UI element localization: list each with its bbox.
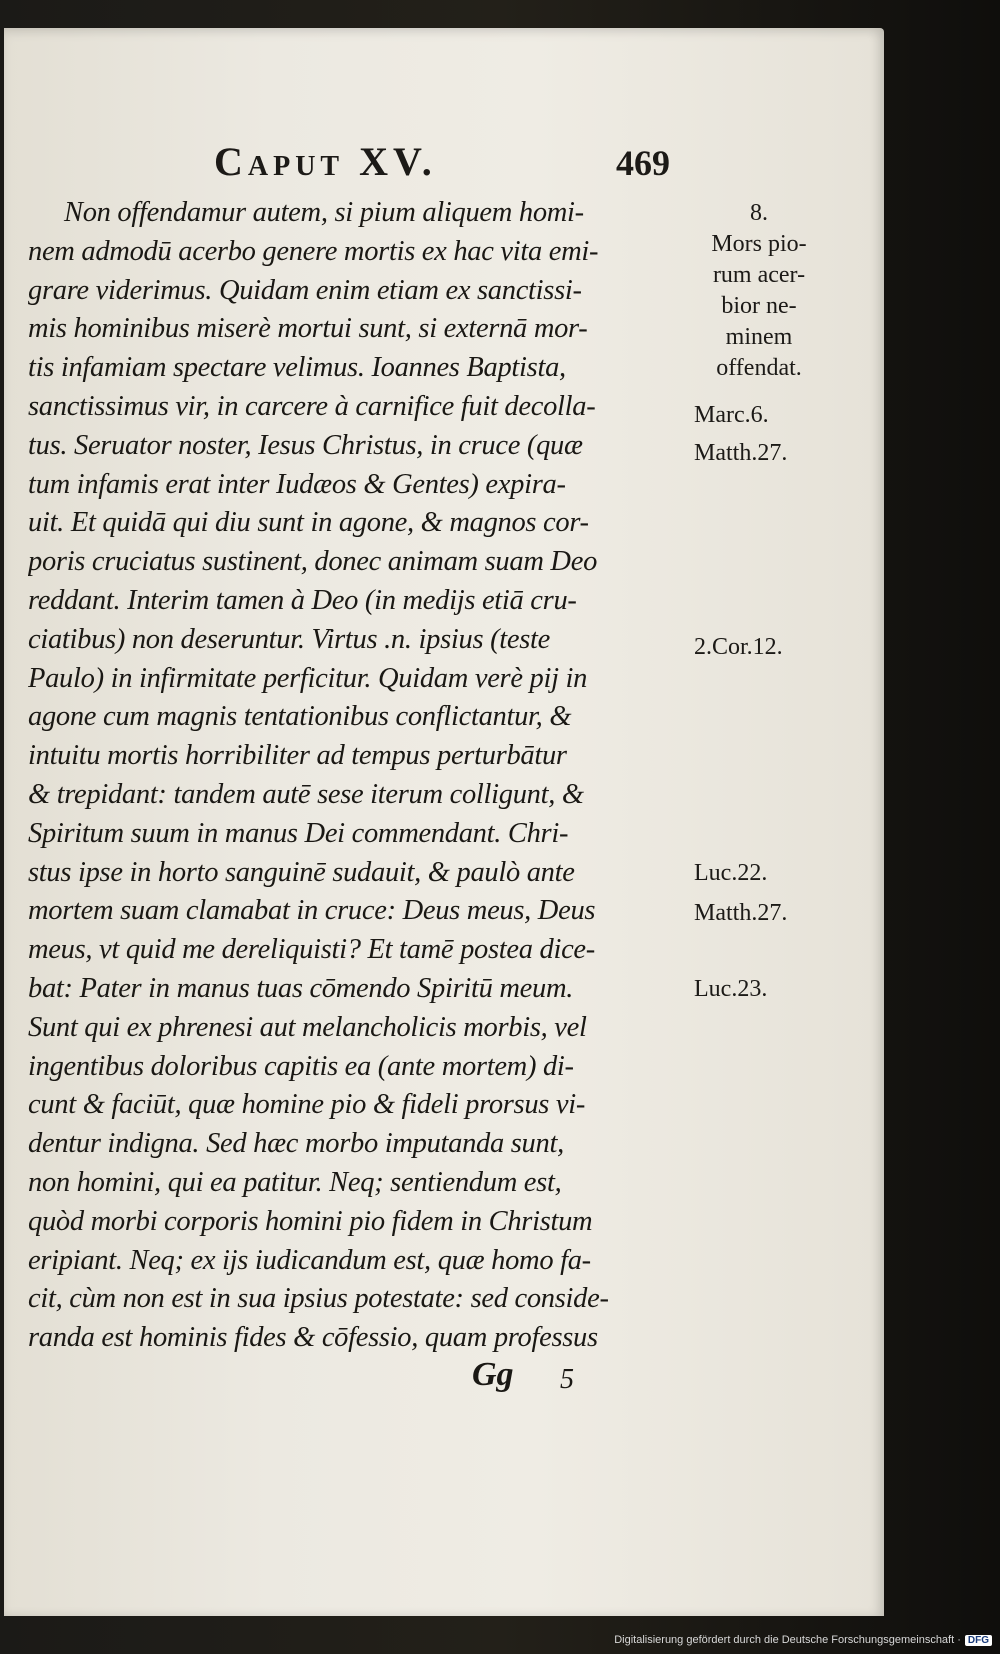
text-line: non homini, qui ea patitur. Neq; sentiendum est, <box>28 1166 562 1198</box>
text-line: randa est hominis fides & cōfessio, quam professus <box>28 1322 598 1354</box>
margin-summary <box>694 198 824 384</box>
margin-ref-matth: Matth.27. <box>694 900 788 926</box>
text-line: ingentibus doloribus capitis ea (ante mortem) di- <box>28 1050 574 1082</box>
book-page <box>4 28 884 1616</box>
running-head: Caput XV. <box>214 139 437 184</box>
text-line: reddant. Interim tamen à Deo (in medijs etiā cru- <box>28 584 577 616</box>
margin-summary-line: rum acer- <box>712 262 806 288</box>
text-line: bat: Pater in manus tuas cōmendo Spiritū meum. <box>28 972 574 1004</box>
text-line: mortem suam clamabat in cruce: Deus meus, Deus <box>28 895 596 927</box>
text-line: quòd morbi corporis homini pio fidem in Christum <box>28 1205 593 1237</box>
text-line: stus ipse in horto sanguinē sudauit, & paulò ante <box>28 856 575 888</box>
digitization-credit <box>614 1634 992 1646</box>
text-line: nem admodū acerbo genere mortis ex hac vita emi- <box>28 235 599 267</box>
text-line: intuitu mortis horribiliter ad tempus perturbātur <box>28 740 567 772</box>
margin-ref-matth: Matth.27. <box>694 440 788 466</box>
margin-summary-line: Mors pio- <box>711 231 807 257</box>
text-line: poris cruciatus sustinent, donec animam suam Deo <box>28 546 598 578</box>
margin-ref-luc: Luc.23. <box>694 976 768 1002</box>
text-line: ciatibus) non deseruntur. Virtus .n. ipsius (teste <box>28 623 550 655</box>
text-line: dentur indigna. Sed hæc morbo imputanda sunt, <box>28 1128 564 1160</box>
page-number: 469 <box>616 143 670 183</box>
text-line: grare viderimus. Quidam enim etiam ex sanctissi- <box>28 274 582 306</box>
margin-ref-luc: Luc.22. <box>694 860 768 886</box>
text-line: tis infamiam spectare velimus. Ioannes Baptista, <box>28 352 566 384</box>
signature-number: 5 <box>560 1364 574 1395</box>
margin-summary-line: bior ne- <box>721 293 797 319</box>
text-line: eripiant. Neq; ex ijs iudicandum est, quæ homo fa- <box>28 1244 591 1276</box>
credit-text: Digitalisierung gefördert durch die Deutsche Forschungsgemeinschaft · <box>614 1634 961 1646</box>
text-line: Sunt qui ex phrenesi aut melancholicis morbis, vel <box>28 1011 587 1043</box>
text-line: tum infamis erat inter Iudæos & Gentes) expira- <box>28 468 566 500</box>
margin-summary-line: offendat. <box>716 355 802 381</box>
body-text <box>28 194 693 1358</box>
margin-ref-marc: Marc.6. <box>694 402 769 428</box>
text-line: Spiritum suum in manus Dei commendant. Chri- <box>28 817 569 849</box>
margin-ref-cor: 2.Cor.12. <box>694 634 783 660</box>
text-line: sanctissimus vir, in carcere à carnifice fuit decolla- <box>28 390 596 422</box>
text-line: uit. Et quidā qui diu sunt in agone, & magnos cor- <box>28 507 589 539</box>
text-line: tus. Seruator noster, Iesus Christus, in cruce (quæ <box>28 429 583 461</box>
text-line: mis hominibus miserè mortui sunt, si externā mor- <box>28 313 588 345</box>
text-line: cit, cùm non est in sua ipsius potestate: sed conside- <box>28 1283 609 1315</box>
text-line: agone cum magnis tentationibus conflictantur, & <box>28 701 572 733</box>
text-line: Non offendamur autem, si pium aliquem homi- <box>64 197 584 228</box>
margin-summary-line: minem <box>725 324 793 350</box>
text-line: Paulo) in infirmitate perficitur. Quidam verè pij in <box>28 662 588 694</box>
text-line: meus, vt quid me dereliquisti? Et tamē postea dice- <box>28 934 595 966</box>
text-line: & trepidant: tandem autē sese iterum colligunt, & <box>28 778 584 810</box>
text-line: cunt & faciūt, quæ homine pio & fideli prorsus vi- <box>28 1089 586 1121</box>
signature-mark: Gg <box>472 1356 514 1393</box>
margin-notes <box>694 28 874 1616</box>
dfg-logo: DFG <box>965 1635 992 1646</box>
margin-section-number: 8. <box>750 200 768 226</box>
